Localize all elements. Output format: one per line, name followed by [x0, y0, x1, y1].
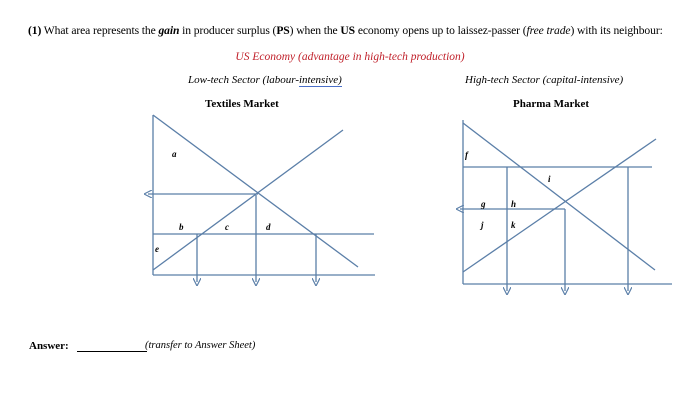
- pharma-supply-curve: [463, 139, 656, 272]
- area-label-h: h: [511, 199, 517, 209]
- economy-subtitle: US Economy (advantage in high-tech production): [235, 51, 465, 63]
- area-label-d: d: [266, 222, 271, 232]
- pharma-diagram: [460, 120, 672, 291]
- area-label-j: j: [481, 220, 484, 230]
- answer-note: (transfer to Answer Sheet): [145, 340, 256, 351]
- textiles-supply-curve: [153, 130, 343, 270]
- textiles-market-title: Textiles Market: [205, 98, 279, 110]
- area-label-e: e: [155, 244, 159, 254]
- area-label-g: g: [481, 199, 486, 209]
- pharma-demand-curve: [463, 123, 655, 270]
- left-sector-heading: Low-tech Sector (labour-intensive): [188, 74, 342, 86]
- area-label-a: a: [172, 149, 177, 159]
- textiles-diagram: [148, 115, 375, 282]
- area-label-c: c: [225, 222, 229, 232]
- area-label-f: f: [465, 150, 468, 160]
- pharma-market-title: Pharma Market: [513, 98, 590, 110]
- question-text: (1) What area represents the gain in producer surplus (PS) when the US economy opens up to laissez-passer (free trade) with its neighbour:: [28, 24, 663, 37]
- area-label-b: b: [179, 222, 184, 232]
- area-label-i: i: [548, 174, 551, 184]
- answer-label: Answer:: [29, 340, 69, 352]
- area-label-k: k: [511, 220, 516, 230]
- right-sector-heading: High-tech Sector (capital-intensive): [465, 74, 624, 86]
- answer-blank-field[interactable]: [77, 351, 147, 352]
